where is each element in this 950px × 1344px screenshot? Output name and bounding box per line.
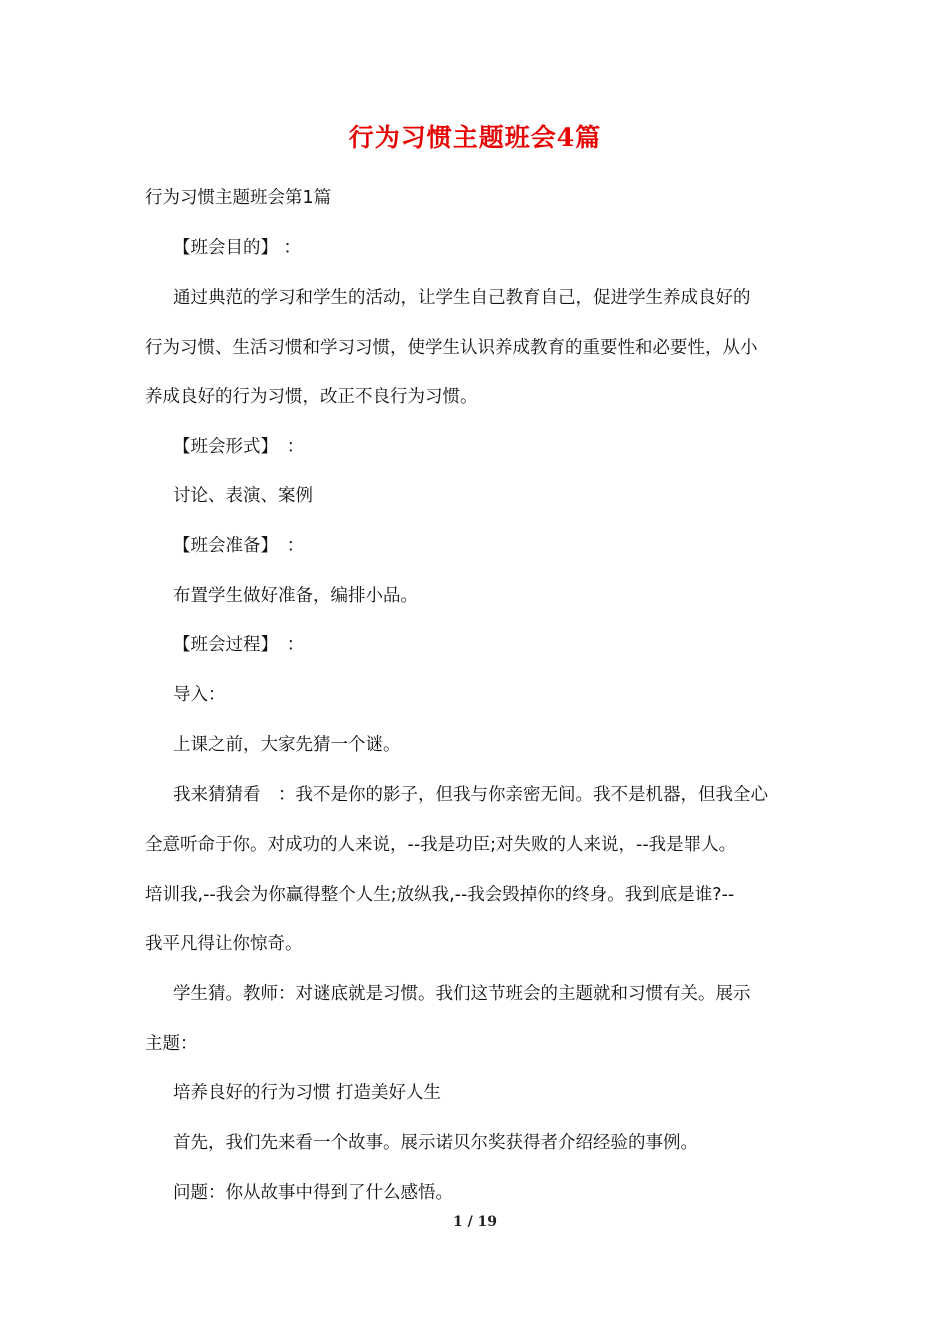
paragraph-line: 导入： [173,685,226,705]
label-format: 【班会形式】 ： [173,437,305,457]
label-preparation: 【班会准备】 ： [173,536,305,556]
paragraph-line: 上课之前，大家先猜一个谜。 [173,735,401,755]
page-indicator: 1 / 19 [452,1214,498,1230]
paragraph-line: 学生猜。教师：对谜底就是习惯。我们这节班会的主题就和习惯有关。展示 [173,984,751,1004]
label-purpose: 【班会目的】 ： [173,238,302,258]
paragraph-line: 布置学生做好准备，编排小品。 [173,586,418,606]
document-title: 行为习惯主题班会4篇 [348,123,602,152]
paragraph-line: 全意听命于你。对成功的人来说，--我是功臣;对失败的人来说，--我是罪人。 [145,835,737,855]
paragraph-line: 养成良好的行为习惯，改正不良行为习惯。 [145,387,478,407]
paragraph-line: 通过典范的学习和学生的活动，让学生自己教育自己，促进学生养成良好的 [173,288,751,308]
theme-line: 培养良好的行为习惯 打造美好人生 [173,1083,442,1103]
section-heading: 行为习惯主题班会第1篇 [145,188,332,208]
paragraph-line: 首先，我们先来看一个故事。展示诺贝尔奖获得者介绍经验的事例。 [173,1133,698,1153]
label-process: 【班会过程】 ： [173,635,305,655]
paragraph-line: 我平凡得让你惊奇。 [145,934,303,954]
paragraph-line: 培训我,--我会为你赢得整个人生;放纵我,--我会毁掉你的终身。我到底是谁?-- [145,885,735,905]
paragraph-line: 讨论、表演、案例 [173,486,313,506]
paragraph-line: 我来猜猜看 ：我不是你的影子，但我与你亲密无间。我不是机器，但我全心 [173,785,768,805]
paragraph-line: 问题：你从故事中得到了什么感悟。 [173,1183,453,1203]
paragraph-line: 行为习惯、生活习惯和学习习惯，使学生认识养成教育的重要性和必要性，从小 [145,338,758,358]
paragraph-line: 主题： [145,1034,198,1054]
